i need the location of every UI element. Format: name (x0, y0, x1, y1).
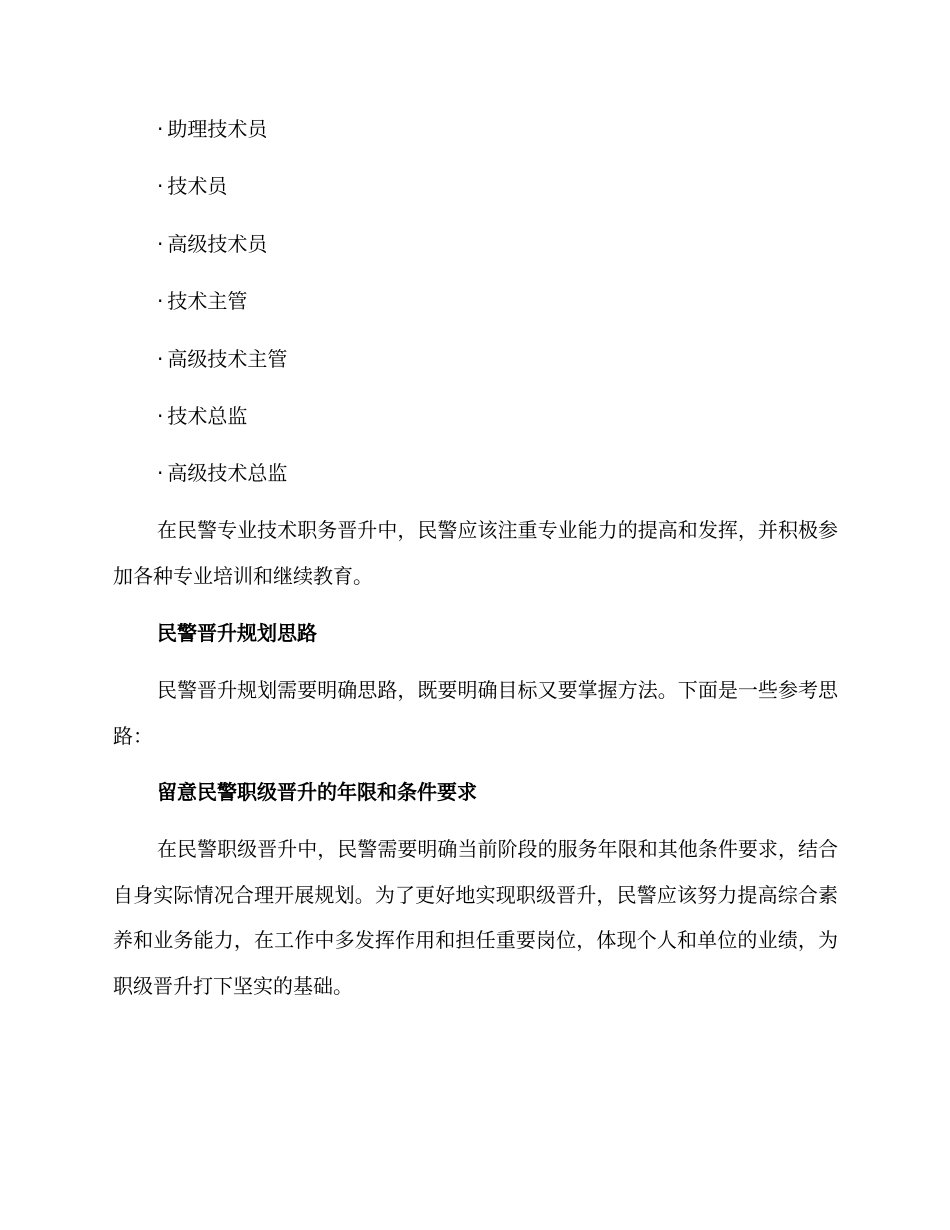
bullet-icon: · (157, 117, 164, 141)
job-level-list (157, 111, 287, 513)
list-item (157, 341, 287, 377)
list-item-label: 高级技术主管 (167, 346, 288, 371)
heading-years-and-conditions: 留意民警职级晋升的年限和条件要求 (157, 780, 477, 804)
list-item-label: 助理技术员 (167, 117, 268, 141)
list-item-label: 高级技术员 (167, 231, 268, 256)
list-item (157, 111, 287, 147)
paragraph-training: 在民警专业技术职务晋升中，民警应该注重专业能力的提高和发挥，并积极参加各种专业培训和继续教育。 (113, 518, 838, 588)
heading-promotion-planning: 民警晋升规划思路 (157, 621, 317, 645)
list-item-label: 高级技术总监 (167, 461, 288, 486)
bullet-icon: · (157, 403, 164, 428)
list-item (157, 398, 287, 434)
list-item-label: 技术主管 (167, 289, 248, 314)
paragraph-rank-promotion: 在民警职级晋升中，民警需要明确当前阶段的服务年限和其他条件要求，结合自身实际情况合理开展规划。为了更好地实现职级晋升，民警应该努力提高综合素养和业务能力，在工作中多发挥作用和担任重要岗位，体现个人和单位的业绩，为职级晋升打下坚实的基础。 (113, 837, 838, 998)
list-item-label: 技术总监 (167, 403, 248, 428)
bullet-icon: · (157, 346, 164, 371)
bullet-icon: · (157, 289, 164, 314)
bullet-icon: · (157, 231, 164, 256)
list-item (157, 168, 287, 204)
bullet-icon: · (157, 461, 164, 486)
paragraph-planning-ideas: 民警晋升规划需要明确思路，既要明确目标又要掌握方法。下面是一些参考思路： (113, 678, 838, 748)
list-item-label: 技术员 (167, 174, 228, 199)
list-item (157, 226, 287, 262)
bullet-icon: · (157, 174, 164, 199)
list-item (157, 283, 287, 319)
list-item (157, 455, 287, 491)
